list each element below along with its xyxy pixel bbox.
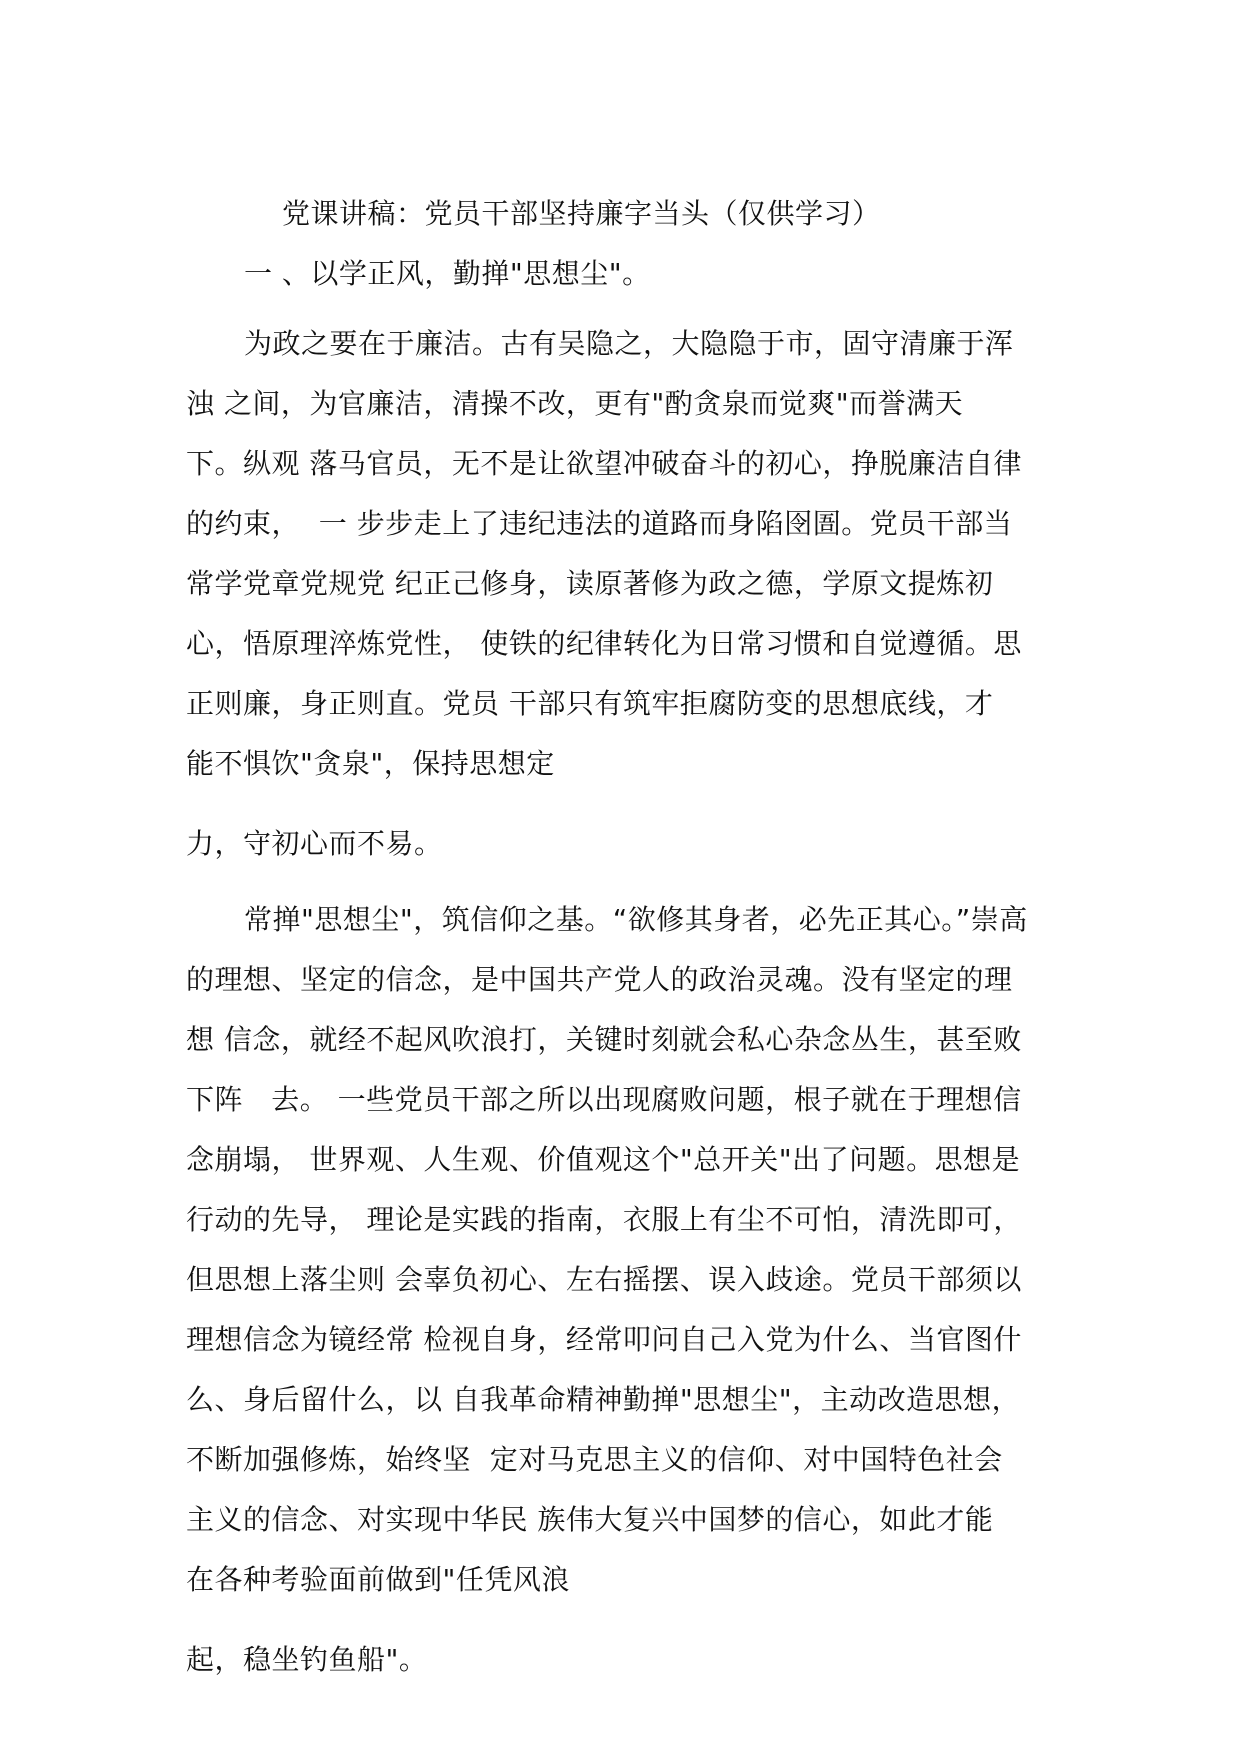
- paragraph-1-line-3: 下。纵观 落马官员，无不是让欲望冲破奋斗的初心，挣脱廉洁自律: [186, 447, 1022, 480]
- paragraph-2-line-4: 下阵 去。 一些党员干部之所以出现腐败问题，根子就在于理想信: [186, 1083, 1022, 1116]
- paragraph-1-line-6: 心，悟原理淬炼党性， 使铁的纪律转化为日常习惯和自觉遵循。思: [186, 627, 1022, 660]
- paragraph-1-line-5: 常学党章党规党 纪正己修身，读原著修为政之德，学原文提炼初: [186, 567, 994, 600]
- document-title: 党课讲稿：党员干部坚持廉字当头（仅供学习）: [282, 197, 881, 230]
- paragraph-2-line-1: 常掸"思想尘"，筑信仰之基。“欲修其身者，必先正其心。”崇高: [244, 903, 1028, 936]
- paragraph-2-line-10: 不断加强修炼，始终坚 定对马克思主义的信仰、对中国特色社会: [186, 1443, 1003, 1476]
- paragraph-2-line-6: 行动的先导， 理论是实践的指南，衣服上有尘不可怕，清洗即可，: [186, 1203, 1022, 1236]
- paragraph-2-line-8: 理想信念为镜经常 检视自身，经常叩问自己入党为什么、当官图什: [186, 1323, 1022, 1356]
- paragraph-1-line-4: 的约束， 一 步步走上了违纪违法的道路而身陷囹圄。党员干部当: [186, 507, 1013, 540]
- paragraph-2-line-3: 想 信念，就经不起风吹浪打，关键时刻就会私心杂念丛生，甚至败: [186, 1023, 1022, 1056]
- paragraph-1-line-8: 能不惧饮"贪泉"，保持思想定: [186, 747, 555, 780]
- paragraph-2-line-11: 主义的信念、对实现中华民 族伟大复兴中国梦的信心，如此才能: [186, 1503, 994, 1536]
- section-heading: 一 、以学正风，勤掸"思想尘"。: [244, 257, 651, 290]
- paragraph-1-line-7: 正则廉，身正则直。党员 干部只有筑牢拒腐防变的思想底线，才: [186, 687, 994, 720]
- paragraph-2-line-7: 但思想上落尘则 会辜负初心、左右摇摆、误入歧途。党员干部须以: [186, 1263, 1022, 1296]
- paragraph-2-line-9: 么、身后留什么，以 自我革命精神勤掸"思想尘"，主动改造思想，: [186, 1383, 1021, 1416]
- paragraph-1-line-1: 为政之要在于廉洁。古有吴隐之，大隐隐于市，固守清廉于浑: [244, 327, 1014, 360]
- paragraph-2-line-12: 在各种考验面前做到"任凭风浪: [186, 1563, 570, 1596]
- paragraph-2-end: 起，稳坐钓鱼船"。: [186, 1643, 428, 1676]
- paragraph-2-line-2: 的理想、坚定的信念，是中国共产党人的政治灵魂。没有坚定的理: [186, 963, 1013, 996]
- paragraph-1-line-2: 浊 之间，为官廉洁，清操不改，更有"酌贪泉而觉爽"而誉满天: [186, 387, 964, 420]
- paragraph-2-line-5: 念崩塌， 世界观、人生观、价值观这个"总开关"出了问题。思想是: [186, 1143, 1021, 1176]
- paragraph-1-end: 力，守初心而不易。: [186, 827, 443, 860]
